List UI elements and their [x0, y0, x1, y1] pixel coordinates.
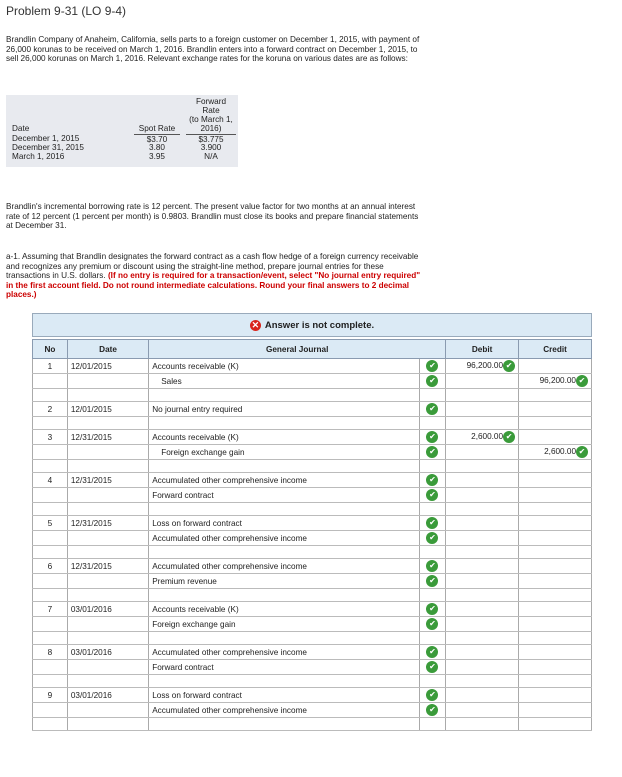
debit-field[interactable]: [446, 531, 519, 546]
account-field[interactable]: Loss on forward contract: [149, 516, 420, 531]
credit-field[interactable]: [519, 430, 592, 445]
entry-date[interactable]: 12/31/2015: [67, 430, 148, 445]
spacer-cell: [419, 503, 445, 516]
entry-date[interactable]: 12/01/2015: [67, 402, 148, 417]
credit-field[interactable]: [519, 660, 592, 675]
entry-number: 9: [33, 688, 68, 703]
account-field[interactable]: Accumulated other comprehensive income: [149, 703, 420, 718]
spacer-cell: [519, 718, 592, 731]
spacer-cell: [149, 417, 420, 430]
spacer-row: [33, 389, 592, 402]
rate-header-date: Date: [12, 124, 30, 133]
account-check: [419, 703, 445, 718]
spacer-cell: [67, 460, 148, 473]
credit-field[interactable]: [519, 516, 592, 531]
spacer-cell: [149, 460, 420, 473]
account-check: [419, 473, 445, 488]
account-field[interactable]: No journal entry required: [149, 402, 420, 417]
spacer-cell: [446, 460, 519, 473]
account-check: [419, 374, 445, 389]
entry-number: 2: [33, 402, 68, 417]
journal-row: [33, 703, 592, 718]
spacer-cell: [419, 718, 445, 731]
spacer-cell: [67, 546, 148, 559]
spacer-cell: [67, 675, 148, 688]
debit-field[interactable]: [446, 574, 519, 589]
check-icon: ✔: [426, 646, 438, 658]
col-header-date: Date: [67, 340, 148, 359]
account-field[interactable]: Foreign exchange gain: [149, 617, 420, 632]
spacer-cell: [33, 460, 68, 473]
check-icon: ✔: [426, 403, 438, 415]
spacer-cell: [419, 460, 445, 473]
spacer-cell: [33, 675, 68, 688]
check-icon: ✔: [426, 360, 438, 372]
spacer-cell: [67, 503, 148, 516]
journal-row: [33, 688, 592, 703]
credit-field[interactable]: [519, 359, 592, 374]
check-icon: ✔: [426, 532, 438, 544]
check-icon: ✔: [426, 517, 438, 529]
col-header-debit: Debit: [446, 340, 519, 359]
journal-row: [33, 516, 592, 531]
spacer-cell: [33, 632, 68, 645]
spacer-cell: [446, 417, 519, 430]
check-icon: ✔: [426, 560, 438, 572]
debit-value: 96,200.00: [466, 361, 504, 371]
journal-row: [33, 531, 592, 546]
problem-intro: Brandlin Company of Anaheim, California, sells parts to a foreign customer on December 1, 2015, with payment of 26,000 korunas to be received on March 1, 2016. Brandlin enters into a forward contract on December 1, 2015, to sell 26,000 korunas on March 1, 2016. Relevant exchange rates for the koruna on various dates are as follows:: [6, 35, 420, 64]
rate-spot: $3.70: [134, 134, 180, 144]
check-icon: ✔: [503, 431, 515, 443]
entry-date[interactable]: [67, 374, 148, 389]
spacer-cell: [67, 632, 148, 645]
spacer-cell: [519, 589, 592, 602]
spacer-cell: [149, 389, 420, 402]
entry-date[interactable]: 03/01/2016: [67, 688, 148, 703]
entry-number: 6: [33, 559, 68, 574]
journal-row: [33, 645, 592, 660]
entry-date[interactable]: [67, 531, 148, 546]
account-field[interactable]: Accumulated other comprehensive income: [149, 473, 420, 488]
problem-title: Problem 9-31 (LO 9-4): [6, 4, 127, 18]
entry-date[interactable]: 03/01/2016: [67, 602, 148, 617]
spacer-cell: [446, 389, 519, 402]
entry-number: 1: [33, 359, 68, 374]
journal-row: [33, 445, 592, 460]
account-field[interactable]: Loss on forward contract: [149, 688, 420, 703]
credit-field[interactable]: [519, 703, 592, 718]
spacer-cell: [149, 546, 420, 559]
spacer-cell: [419, 546, 445, 559]
entry-number: [33, 617, 68, 632]
credit-value: 2,600.00: [544, 447, 576, 457]
spacer-cell: [149, 718, 420, 731]
rate-forward: N/A: [204, 152, 218, 161]
entry-date[interactable]: [67, 488, 148, 503]
credit-field[interactable]: [519, 645, 592, 660]
rate-header-forward-2: Rate: [202, 106, 220, 115]
journal-row: [33, 402, 592, 417]
account-field[interactable]: Forward contract: [149, 488, 420, 503]
spacer-cell: [149, 675, 420, 688]
account-field[interactable]: Foreign exchange gain: [149, 445, 420, 460]
spacer-cell: [519, 460, 592, 473]
spacer-cell: [519, 389, 592, 402]
rate-spot: 3.80: [149, 143, 165, 152]
account-field[interactable]: Accounts receivable (K): [149, 430, 420, 445]
account-field[interactable]: Accounts receivable (K): [149, 359, 420, 374]
entry-number: [33, 574, 68, 589]
check-icon: ✔: [576, 446, 588, 458]
debit-field[interactable]: [446, 516, 519, 531]
account-field[interactable]: Accumulated other comprehensive income: [149, 645, 420, 660]
rate-row: [6, 143, 238, 152]
entry-number: 4: [33, 473, 68, 488]
col-header-no: No: [33, 340, 68, 359]
spacer-cell: [446, 632, 519, 645]
rate-row: [6, 134, 238, 143]
credit-field[interactable]: [519, 617, 592, 632]
entry-number: 3: [33, 430, 68, 445]
debit-field[interactable]: [446, 617, 519, 632]
question-a1: [6, 252, 426, 300]
check-icon: ✔: [426, 689, 438, 701]
entry-date[interactable]: 03/01/2016: [67, 645, 148, 660]
entry-date[interactable]: [67, 617, 148, 632]
spacer-row: [33, 718, 592, 731]
rate-header-forward-4: 2016): [200, 124, 222, 133]
spacer-cell: [519, 503, 592, 516]
debit-field[interactable]: [446, 645, 519, 660]
question-label: a-1.: [6, 252, 21, 261]
rate-date: December 1, 2015: [12, 134, 80, 143]
check-icon: ✔: [503, 360, 515, 372]
rate-date: December 31, 2015: [12, 143, 84, 152]
check-icon: ✔: [426, 431, 438, 443]
answer-status-banner: [32, 313, 592, 337]
spacer-cell: [519, 546, 592, 559]
journal-row: [33, 430, 592, 445]
account-check: [419, 402, 445, 417]
account-check: [419, 445, 445, 460]
entry-date[interactable]: [67, 660, 148, 675]
account-field[interactable]: Accumulated other comprehensive income: [149, 559, 420, 574]
debit-field[interactable]: [446, 445, 519, 460]
spacer-cell: [67, 417, 148, 430]
entry-date[interactable]: 12/31/2015: [67, 559, 148, 574]
entry-number: [33, 531, 68, 546]
credit-field[interactable]: [519, 374, 592, 389]
account-check: [419, 645, 445, 660]
entry-number: [33, 703, 68, 718]
entry-number: 8: [33, 645, 68, 660]
account-field[interactable]: Sales: [149, 374, 420, 389]
account-check: [419, 559, 445, 574]
entry-number: [33, 374, 68, 389]
rate-forward: $3.775: [186, 134, 236, 144]
spacer-cell: [446, 589, 519, 602]
spacer-cell: [149, 589, 420, 602]
debit-field[interactable]: [446, 602, 519, 617]
journal-row: [33, 660, 592, 675]
journal-row: [33, 602, 592, 617]
account-check: [419, 574, 445, 589]
debit-field[interactable]: [446, 473, 519, 488]
col-header-journal: General Journal: [149, 340, 446, 359]
spacer-cell: [446, 675, 519, 688]
check-icon: ✔: [426, 575, 438, 587]
debit-value: 2,600.00: [471, 432, 504, 442]
entry-date[interactable]: 12/01/2015: [67, 359, 148, 374]
spacer-cell: [33, 589, 68, 602]
entry-number: 7: [33, 602, 68, 617]
general-journal-table: [32, 339, 592, 731]
check-icon: ✔: [576, 375, 588, 387]
debit-field[interactable]: [446, 359, 519, 374]
credit-field[interactable]: [519, 574, 592, 589]
account-check: [419, 688, 445, 703]
debit-field[interactable]: [446, 430, 519, 445]
spacer-cell: [419, 632, 445, 645]
check-icon: ✔: [426, 474, 438, 486]
spacer-cell: [446, 718, 519, 731]
spacer-cell: [419, 417, 445, 430]
account-check: [419, 359, 445, 374]
entry-number: [33, 660, 68, 675]
spacer-cell: [149, 632, 420, 645]
account-field[interactable]: Accumulated other comprehensive income: [149, 531, 420, 546]
debit-field[interactable]: [446, 402, 519, 417]
credit-field[interactable]: [519, 488, 592, 503]
account-check: [419, 602, 445, 617]
debit-field[interactable]: [446, 374, 519, 389]
check-icon: ✔: [426, 375, 438, 387]
debit-field[interactable]: [446, 703, 519, 718]
spacer-cell: [419, 589, 445, 602]
spacer-cell: [33, 503, 68, 516]
journal-row: [33, 473, 592, 488]
debit-field[interactable]: [446, 488, 519, 503]
check-icon: ✔: [426, 704, 438, 716]
account-check: [419, 430, 445, 445]
journal-row: [33, 488, 592, 503]
credit-field[interactable]: [519, 688, 592, 703]
spacer-cell: [446, 546, 519, 559]
credit-field[interactable]: [519, 602, 592, 617]
entry-date[interactable]: [67, 703, 148, 718]
credit-field[interactable]: [519, 445, 592, 460]
check-icon: ✔: [426, 489, 438, 501]
col-header-credit: Credit: [519, 340, 592, 359]
question-instruction: (If no entry is required for a transaction/event, select "No journal entry required" in the first account field. Do not round intermediate calculations. Round your final answers to 2 decimal places.): [6, 271, 421, 300]
rate-date: March 1, 2016: [12, 152, 65, 161]
spacer-cell: [149, 503, 420, 516]
spacer-cell: [446, 503, 519, 516]
rate-forward: 3.900: [200, 143, 222, 152]
account-field[interactable]: Accounts receivable (K): [149, 602, 420, 617]
journal-row: [33, 574, 592, 589]
account-check: [419, 516, 445, 531]
debit-field[interactable]: [446, 660, 519, 675]
spacer-cell: [67, 718, 148, 731]
spacer-cell: [519, 417, 592, 430]
spacer-row: [33, 675, 592, 688]
spacer-cell: [33, 389, 68, 402]
journal-row: [33, 374, 592, 389]
entry-date[interactable]: 12/31/2015: [67, 473, 148, 488]
spacer-cell: [33, 718, 68, 731]
spacer-row: [33, 632, 592, 645]
entry-number: 5: [33, 516, 68, 531]
credit-field[interactable]: [519, 531, 592, 546]
spacer-cell: [519, 675, 592, 688]
spacer-cell: [519, 632, 592, 645]
account-check: [419, 531, 445, 546]
rate-row: [6, 152, 238, 161]
account-check: [419, 617, 445, 632]
spacer-cell: [67, 589, 148, 602]
borrowing-rate-text: Brandlin's incremental borrowing rate is 12 percent. The present value factor for two months at an annual interest rate of 12 percent (1 percent per month) is 0.9803. Brandlin must close its books and prepare financial statements at December 31.: [6, 202, 419, 231]
debit-field[interactable]: [446, 688, 519, 703]
credit-value: 96,200.00: [539, 376, 576, 386]
error-x-icon: ✕: [251, 319, 260, 330]
journal-row: [33, 359, 592, 374]
credit-field[interactable]: [519, 402, 592, 417]
account-check: [419, 660, 445, 675]
entry-date[interactable]: [67, 574, 148, 589]
rate-spot: 3.95: [149, 152, 165, 161]
entry-number: [33, 445, 68, 460]
account-field[interactable]: Premium revenue: [149, 574, 420, 589]
check-icon: ✔: [426, 618, 438, 630]
rate-header-forward-1: Forward: [195, 97, 227, 106]
spacer-row: [33, 589, 592, 602]
account-check: [419, 488, 445, 503]
spacer-cell: [419, 389, 445, 402]
entry-number: [33, 488, 68, 503]
journal-row: [33, 617, 592, 632]
credit-field[interactable]: [519, 559, 592, 574]
answer-status-text: Answer is not complete.: [264, 319, 375, 331]
spacer-cell: [67, 389, 148, 402]
spacer-row: [33, 503, 592, 516]
spacer-cell: [33, 417, 68, 430]
check-icon: ✔: [426, 661, 438, 673]
exchange-rate-table: [6, 95, 238, 167]
spacer-cell: [33, 546, 68, 559]
rate-header-spot: Spot Rate: [138, 124, 176, 133]
spacer-row: [33, 460, 592, 473]
check-icon: ✔: [426, 603, 438, 615]
question-text: Assuming that Brandlin designates the forward contract as a cash flow hedge of a foreign currency receivable and recognizes any premium or discount using the straight-line method, prepare journal entries for these transactions in U.S. dollars.: [6, 252, 419, 281]
entry-date[interactable]: [67, 445, 148, 460]
account-field[interactable]: Forward contract: [149, 660, 420, 675]
rate-header-forward-3: (to March 1,: [189, 115, 233, 124]
spacer-row: [33, 546, 592, 559]
credit-field[interactable]: [519, 473, 592, 488]
spacer-row: [33, 417, 592, 430]
check-icon: ✔: [426, 446, 438, 458]
journal-row: [33, 559, 592, 574]
spacer-cell: [419, 675, 445, 688]
entry-date[interactable]: 12/31/2015: [67, 516, 148, 531]
debit-field[interactable]: [446, 559, 519, 574]
